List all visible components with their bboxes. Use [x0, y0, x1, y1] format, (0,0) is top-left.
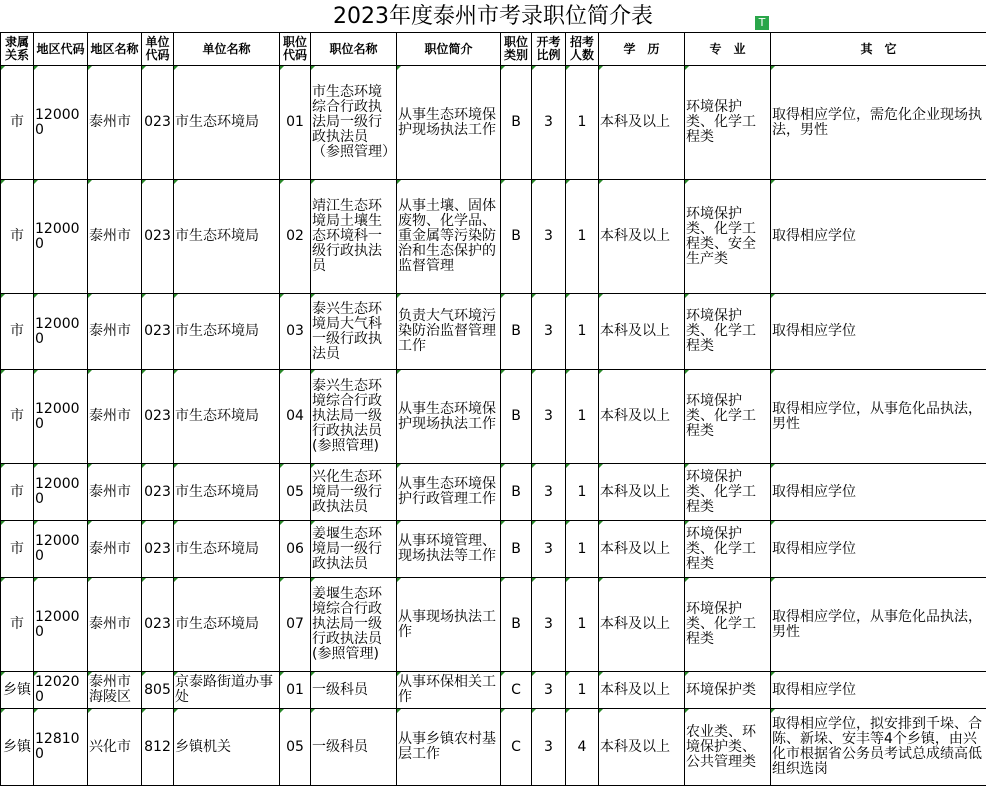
- table-cell: 取得相应学位: [771, 464, 986, 521]
- table-cell: 姜堰生态环境局一级行政执法员: [311, 521, 397, 578]
- table-row: [1, 180, 986, 294]
- table-cell: 泰州市: [88, 370, 142, 464]
- table-cell: 泰州市: [88, 464, 142, 521]
- table-cell: 1: [566, 66, 599, 180]
- table-cell: 1: [566, 370, 599, 464]
- table-cell: 3: [532, 294, 566, 370]
- table-cell: 128100: [34, 709, 88, 786]
- table-cell: 市: [1, 66, 34, 180]
- table-row: [1, 521, 986, 578]
- table-cell: 从事环保相关工作: [397, 672, 501, 709]
- table-cell: 1: [566, 294, 599, 370]
- table-row: [1, 672, 986, 709]
- table-row: [1, 66, 986, 180]
- table-cell: 泰兴生态环境局大气科一级行政执法员: [311, 294, 397, 370]
- table-cell: 本科及以上: [599, 370, 685, 464]
- table-cell: 本科及以上: [599, 180, 685, 294]
- table-cell: B: [501, 180, 532, 294]
- table-row: [1, 578, 986, 672]
- table-cell: 03: [280, 294, 311, 370]
- table-cell: 市生态环境局: [174, 521, 280, 578]
- header-cell: 职位代码: [280, 33, 311, 66]
- table-cell: 1: [566, 578, 599, 672]
- table-cell: 023: [142, 66, 174, 180]
- table-cell: B: [501, 578, 532, 672]
- table-cell: 市生态环境局: [174, 180, 280, 294]
- table-cell: 4: [566, 709, 599, 786]
- table-cell: 靖江生态环境局土壤生态环境科一级行政执法员: [311, 180, 397, 294]
- table-cell: 乡镇: [1, 709, 34, 786]
- table-row: [1, 709, 986, 786]
- table-cell: 环境保护类: [685, 672, 771, 709]
- table-cell: 取得相应学位: [771, 521, 986, 578]
- table-cell: 取得相应学位: [771, 672, 986, 709]
- table-cell: 乡镇: [1, 672, 34, 709]
- table-cell: 1: [566, 672, 599, 709]
- table-cell: C: [501, 709, 532, 786]
- table-cell: 从事乡镇农村基层工作: [397, 709, 501, 786]
- table-row: [1, 294, 986, 370]
- table-cell: 姜堰生态环境综合行政执法局一级行政执法员(参照管理): [311, 578, 397, 672]
- table-cell: 3: [532, 672, 566, 709]
- header-cell: 职位名称: [311, 33, 397, 66]
- table-cell: 环境保护类、化学工程类: [685, 578, 771, 672]
- table-cell: 乡镇机关: [174, 709, 280, 786]
- table-cell: C: [501, 672, 532, 709]
- table-cell: 环境保护类、化学工程类: [685, 370, 771, 464]
- table-cell: B: [501, 370, 532, 464]
- table-cell: B: [501, 521, 532, 578]
- table-cell: 市: [1, 294, 34, 370]
- table-cell: 市: [1, 464, 34, 521]
- table-cell: 取得相应学位: [771, 180, 986, 294]
- table-cell: 1: [566, 180, 599, 294]
- table-cell: 3: [532, 66, 566, 180]
- table-cell: 市生态环境局: [174, 66, 280, 180]
- header-cell: 单位名称: [174, 33, 280, 66]
- table-cell: 京泰路街道办事处: [174, 672, 280, 709]
- table-cell: 从事生态环境保护现场执法工作: [397, 66, 501, 180]
- table-cell: 120000: [34, 294, 88, 370]
- table-cell: 01: [280, 672, 311, 709]
- table-cell: 120000: [34, 370, 88, 464]
- table-cell: 023: [142, 521, 174, 578]
- positions-table: [0, 32, 986, 786]
- table-cell: 120000: [34, 180, 88, 294]
- table-cell: 泰州市: [88, 578, 142, 672]
- table-cell: 环境保护类、化学工程类、安全生产类: [685, 180, 771, 294]
- table-row: [1, 464, 986, 521]
- table-cell: 3: [532, 521, 566, 578]
- table-cell: 一级科员: [311, 672, 397, 709]
- header-cell: 职位简介: [397, 33, 501, 66]
- table-cell: 本科及以上: [599, 294, 685, 370]
- table-cell: 05: [280, 464, 311, 521]
- table-cell: 取得相应学位，从事危化品执法，男性: [771, 578, 986, 672]
- table-cell: 1: [566, 464, 599, 521]
- header-row: [1, 33, 986, 66]
- table-cell: 市: [1, 578, 34, 672]
- table-cell: 泰州市: [88, 294, 142, 370]
- table-cell: 01: [280, 66, 311, 180]
- table-cell: 环境保护类、化学工程类: [685, 66, 771, 180]
- table-cell: 05: [280, 709, 311, 786]
- table-cell: 从事现场执法工作: [397, 578, 501, 672]
- header-cell: 隶属关系: [1, 33, 34, 66]
- table-cell: 3: [532, 370, 566, 464]
- table-cell: 120000: [34, 521, 88, 578]
- table-cell: 3: [532, 709, 566, 786]
- table-cell: 从事环境管理、现场执法等工作: [397, 521, 501, 578]
- table-cell: 市: [1, 521, 34, 578]
- table-cell: 3: [532, 180, 566, 294]
- table-cell: 04: [280, 370, 311, 464]
- table-cell: 市生态环境局: [174, 464, 280, 521]
- header-cell: 职位类别: [501, 33, 532, 66]
- table-cell: 取得相应学位: [771, 294, 986, 370]
- table-cell: 120000: [34, 578, 88, 672]
- table-cell: 泰兴生态环境综合行政执法局一级行政执法员(参照管理): [311, 370, 397, 464]
- table-cell: 泰州市海陵区: [88, 672, 142, 709]
- page-title: 2023年度泰州市考录职位简介表: [333, 4, 653, 29]
- table-cell: 3: [532, 464, 566, 521]
- table-cell: 环境保护类、化学工程类: [685, 294, 771, 370]
- table-cell: 从事生态环境保护行政管理工作: [397, 464, 501, 521]
- table-cell: 120200: [34, 672, 88, 709]
- table-cell: 本科及以上: [599, 672, 685, 709]
- table-cell: 02: [280, 180, 311, 294]
- table-cell: 市生态环境局: [174, 578, 280, 672]
- table-cell: 本科及以上: [599, 709, 685, 786]
- table-cell: 023: [142, 180, 174, 294]
- table-row: [1, 370, 986, 464]
- table-cell: 本科及以上: [599, 464, 685, 521]
- table-cell: 023: [142, 578, 174, 672]
- table-cell: 120000: [34, 464, 88, 521]
- table-cell: 负责大气环境污染防治监督管理工作: [397, 294, 501, 370]
- table-cell: 环境保护类、化学工程类: [685, 521, 771, 578]
- table-cell: 市生态环境局: [174, 370, 280, 464]
- table-cell: B: [501, 66, 532, 180]
- table-cell: 023: [142, 464, 174, 521]
- table-cell: 1: [566, 521, 599, 578]
- table-cell: 120000: [34, 66, 88, 180]
- table-cell: 取得相应学位，需危化企业现场执法，男性: [771, 66, 986, 180]
- header-cell: 其 它: [771, 33, 986, 66]
- table-cell: 取得相应学位，拟安排到千垛、合陈、新垛、安丰等4个乡镇，由兴化市根据省公务员考试总成绩高低组织选岗: [771, 709, 986, 786]
- table-cell: 本科及以上: [599, 66, 685, 180]
- table-cell: B: [501, 294, 532, 370]
- table-cell: 取得相应学位，从事危化品执法，男性: [771, 370, 986, 464]
- header-cell: 开考比例: [532, 33, 566, 66]
- table-cell: B: [501, 464, 532, 521]
- table-cell: 农业类、环境保护类、公共管理类: [685, 709, 771, 786]
- table-cell: 3: [532, 578, 566, 672]
- header-cell: 专 业: [685, 33, 771, 66]
- table-cell: 市生态环境综合行政执法局一级行政执法员（参照管理）: [311, 66, 397, 180]
- table-cell: 市: [1, 370, 34, 464]
- table-cell: 环境保护类、化学工程类: [685, 464, 771, 521]
- table-cell: 市生态环境局: [174, 294, 280, 370]
- table-cell: 泰州市: [88, 521, 142, 578]
- table-cell: 本科及以上: [599, 521, 685, 578]
- table-cell: 023: [142, 294, 174, 370]
- header-cell: 地区代码: [34, 33, 88, 66]
- sheet-marker-icon: T: [755, 16, 769, 30]
- table-cell: 023: [142, 370, 174, 464]
- table-cell: 805: [142, 672, 174, 709]
- table-cell: 一级科员: [311, 709, 397, 786]
- table-cell: 812: [142, 709, 174, 786]
- table-cell: 市: [1, 180, 34, 294]
- header-cell: 学 历: [599, 33, 685, 66]
- header-cell: 单位代码: [142, 33, 174, 66]
- table-cell: 从事生态环境保护现场执法工作: [397, 370, 501, 464]
- table-cell: 从事土壤、固体废物、化学品、重金属等污染防治和生态保护的监督管理: [397, 180, 501, 294]
- table-cell: 泰州市: [88, 66, 142, 180]
- header-cell: 地区名称: [88, 33, 142, 66]
- table-cell: 兴化市: [88, 709, 142, 786]
- table-cell: 泰州市: [88, 180, 142, 294]
- header-cell: 招考人数: [566, 33, 599, 66]
- table-cell: 本科及以上: [599, 578, 685, 672]
- table-cell: 06: [280, 521, 311, 578]
- table-cell: 07: [280, 578, 311, 672]
- table-cell: 兴化生态环境局一级行政执法员: [311, 464, 397, 521]
